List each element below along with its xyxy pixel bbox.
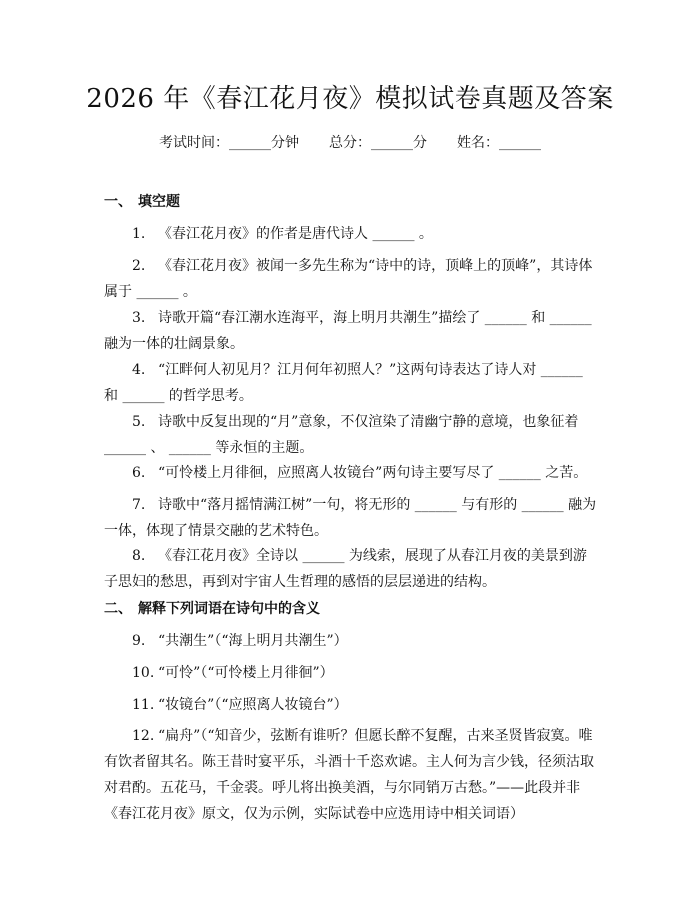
question-number: 6.: [132, 465, 146, 481]
question-text: 诗歌中“落月摇情满江树”一句，将无形的 ______ 与有形的 ______ 融为一体，体现了情景交融的艺术特色。: [104, 497, 597, 539]
question-number: 10.: [132, 665, 155, 681]
student-name: 姓名：______: [457, 135, 541, 151]
question: [104, 660, 598, 686]
question: [104, 305, 598, 357]
question-number: 12.: [132, 728, 155, 744]
question: [104, 723, 598, 827]
question-number: 5.: [132, 414, 146, 430]
exam-meta: [0, 133, 700, 153]
question-text: “共潮生”（“海上明月共潮生”）: [158, 633, 348, 649]
question-number: 7.: [132, 497, 146, 513]
question: [104, 543, 598, 595]
question: [104, 460, 598, 486]
section-heading: [104, 599, 320, 619]
exam-time: 考试时间：______分钟: [159, 135, 299, 151]
page-title: 2026 年《春江花月夜》模拟试卷真题及答案: [86, 84, 614, 114]
section-title: 填空题: [138, 194, 180, 210]
question-text: “可怜”（“可怜楼上月徘徊”）: [158, 665, 334, 681]
question: [104, 692, 598, 718]
question-text: “妆镜台”（“应照离人妆镜台”）: [158, 697, 348, 713]
question: [104, 357, 598, 409]
question: [104, 409, 598, 461]
question: [104, 628, 598, 654]
question: [104, 492, 598, 544]
question-number: 3.: [132, 310, 146, 326]
question-text: 诗歌开篇“春江潮水连海平，海上明月共潮生”描绘了 ______ 和 ______ 融为一体的壮阔景象。: [104, 310, 592, 352]
exam-score: 总分：______分: [329, 135, 427, 151]
section-heading: [104, 192, 180, 212]
question: [104, 221, 598, 247]
question-text: “江畔何人初见月？江月何年初照人？”这两句诗表达了诗人对 ______ 和 ______ 的哲学思考。: [104, 362, 583, 404]
question-number: 9.: [132, 633, 146, 649]
question-text: 《春江花月夜》被闻一多先生称为“诗中的诗，顶峰上的顶峰”，其诗体属于 ______ 。: [104, 258, 593, 300]
question: [104, 253, 598, 305]
question-text: “扁舟”（“知音少，弦断有谁听？但愿长醉不复醒，古来圣贤皆寂寞。唯有饮者留其名。陈王昔时宴平乐，斗酒十千恣欢谑。主人何为言少钱，径须沽取对君酌。五花马，千金裘。呼儿将出换美酒，与尔同销万古愁。”——此段并非《春江花月夜》原文，仅为示例，实际试卷中应选用诗中相关词语）: [104, 728, 594, 822]
question-number: 11.: [132, 697, 155, 713]
question-text: “可怜楼上月徘徊，应照离人妆镜台”两句诗主要写尽了 ______ 之苦。: [158, 465, 588, 481]
section-number: 一、: [104, 194, 132, 210]
section-number: 二、: [104, 601, 132, 617]
section-title: 解释下列词语在诗句中的含义: [138, 601, 320, 617]
question-number: 1.: [132, 226, 146, 242]
question-number: 4.: [132, 362, 146, 378]
question-number: 2.: [132, 258, 146, 274]
question-text: 《春江花月夜》的作者是唐代诗人 ______ 。: [158, 226, 433, 242]
question-number: 8.: [132, 548, 146, 564]
question-text: 诗歌中反复出现的“月”意象，不仅渲染了清幽宁静的意境，也象征着 ______ 、 ______ 等永恒的主题。: [104, 414, 579, 456]
question-text: 《春江花月夜》全诗以 ______ 为线索，展现了从春江月夜的美景到游子思妇的愁思，再到对宇宙人生哲理的感悟的层层递进的结构。: [104, 548, 587, 590]
